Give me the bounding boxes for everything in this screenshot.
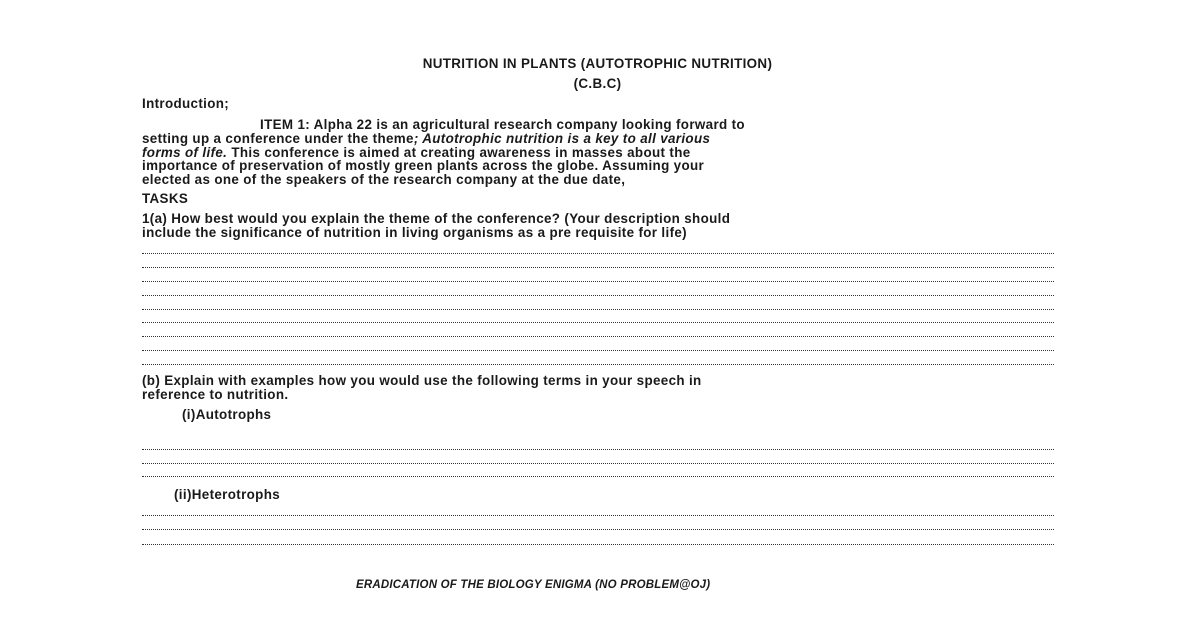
intro-heading: Introduction; — [142, 96, 230, 111]
answer-line — [142, 544, 1054, 545]
item-line — [142, 131, 710, 146]
answer-line — [142, 336, 1054, 337]
answer-line — [142, 350, 1054, 351]
answer-line — [142, 449, 1054, 450]
theme-text: forms of life. — [142, 145, 228, 160]
sub-question-ii: (ii)Heterotrophs — [174, 487, 281, 502]
answer-line — [142, 309, 1054, 310]
answer-line — [142, 515, 1054, 516]
answer-line — [142, 281, 1054, 282]
item-line: ITEM 1: Alpha 22 is an agricultural research company looking forward to — [260, 117, 745, 132]
answer-line — [142, 463, 1054, 464]
item-line: elected as one of the speakers of the research company at the due date, — [142, 172, 626, 187]
answer-line — [142, 322, 1054, 323]
answer-line — [142, 295, 1054, 296]
answer-line — [142, 364, 1054, 365]
question-1b: reference to nutrition. — [142, 387, 289, 402]
theme-text: ; Autotrophic nutrition is a key to all various — [413, 131, 711, 146]
document-title: NUTRITION IN PLANTS (AUTOTROPHIC NUTRITION) — [422, 56, 773, 71]
answer-line — [142, 253, 1054, 254]
footer-text: ERADICATION OF THE BIOLOGY ENIGMA (NO PROBLEM@OJ) — [356, 579, 711, 591]
item-line: importance of preservation of mostly green plants across the globe. Assuming your — [142, 158, 705, 173]
sub-question-i: (i)Autotrophs — [182, 407, 272, 422]
item-text: This conference is aimed at creating awareness in masses about the — [227, 145, 691, 160]
document-subtitle: (C.B.C) — [573, 76, 622, 91]
question-1b: (b) Explain with examples how you would use the following terms in your speech in — [142, 373, 702, 388]
answer-line — [142, 529, 1054, 530]
answer-line — [142, 476, 1054, 477]
question-1a: include the significance of nutrition in living organisms as a pre requisite for life) — [142, 225, 687, 240]
item-text: setting up a conference under the theme — [142, 131, 414, 146]
tasks-heading: TASKS — [142, 191, 189, 206]
question-1a: 1(a) How best would you explain the theme of the conference? (Your description should — [142, 211, 731, 226]
answer-line — [142, 267, 1054, 268]
